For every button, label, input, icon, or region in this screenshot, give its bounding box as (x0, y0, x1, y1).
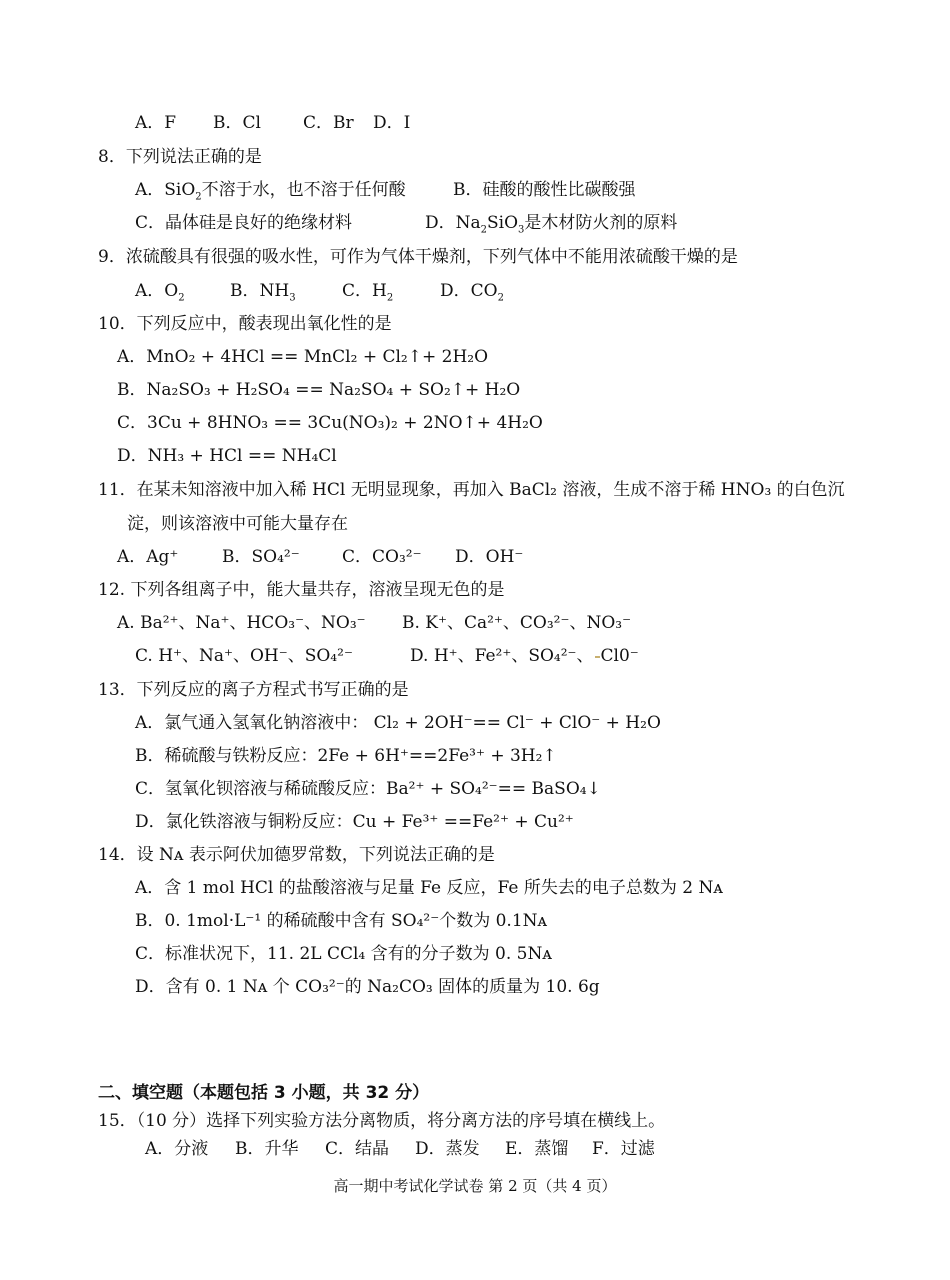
q13-stem: 13．下列反应的离子方程式书写正确的是 (98, 680, 409, 700)
q9-d-sub: 2 (497, 292, 504, 304)
q12-d-post: Cl0⁻ (600, 646, 639, 666)
q9-b-sub: 3 (289, 292, 296, 304)
q8-options-ab (135, 179, 636, 201)
q8-d-mid: SiO (487, 213, 519, 233)
q10-stem: 10．下列反应中，酸表现出氧化性的是 (98, 314, 392, 334)
q15-option-c: C．结晶 (325, 1139, 390, 1159)
q12-option-a: A. Ba²⁺、Na⁺、HCO₃⁻、NO₃⁻ (117, 613, 366, 633)
stray-mark (595, 656, 600, 658)
q10-option-b: B．Na₂SO₃ + H₂SO₄ == Na₂SO₄ + SO₂↑+ H₂O (117, 380, 521, 400)
q8-d-post: 是木材防火剂的原料 (524, 213, 678, 233)
q12-options-cd (135, 645, 639, 667)
q12-stem: 12. 下列各组离子中，能大量共存，溶液呈现无色的是 (98, 580, 505, 600)
page-footer: 高一期中考试化学试卷 第 2 页（共 4 页） (333, 1177, 617, 1195)
q11-stem-line1: 11．在某未知溶液中加入稀 HCl 无明显现象，再加入 BaCl₂ 溶液，生成不溶于稀 HNO₃ 的白色沉 (98, 480, 845, 500)
q11-stem-line2: 淀，则该溶液中可能大量存在 (127, 514, 348, 534)
q7-option-d: D．I (373, 113, 411, 133)
q8-a-pre: A．SiO (135, 180, 196, 200)
section-title: 二、填空题（本题包括 3 小题，共 32 分） (98, 1083, 430, 1103)
q12-option-d (410, 645, 639, 667)
q9-option-c (342, 280, 440, 302)
q12-option-c: C. H⁺、Na⁺、OH⁻、SO₄²⁻ (135, 646, 353, 666)
q8-option-c: C．晶体硅是良好的绝缘材料 (135, 213, 353, 233)
q14-option-c: C．标准状况下，11. 2L CCl₄ 含有的分子数为 0. 5Nᴀ (135, 944, 552, 964)
q15-option-d: D．蒸发 (415, 1139, 480, 1159)
q13-option-d: D．氯化铁溶液与铜粉反应：Cu + Fe³⁺ ==Fe²⁺ + Cu²⁺ (135, 812, 574, 832)
q15-options (145, 1138, 655, 1160)
q13-option-c: C．氢氧化钡溶液与稀硫酸反应：Ba²⁺ + SO₄²⁻== BaSO₄↓ (135, 779, 601, 799)
q11-options (117, 546, 523, 568)
q13-option-a: A．氯气通入氢氧化钠溶液中： Cl₂ + 2OH⁻== Cl⁻ + ClO⁻ + H₂O (135, 713, 661, 733)
q9-b-text: B．NH (230, 281, 290, 301)
q14-stem: 14．设 Nᴀ 表示阿伏加德罗常数，下列说法正确的是 (98, 845, 495, 865)
q9-a-text: A．O (135, 281, 179, 301)
q9-a-sub: 2 (178, 292, 185, 304)
q8-a-post: 不溶于水，也不溶于任何酸 (201, 180, 406, 200)
q11-option-b: B．SO₄²⁻ (222, 547, 300, 567)
q9-c-sub: 2 (386, 292, 394, 304)
q9-d-text: D．CO (440, 281, 498, 301)
q7-options (135, 112, 410, 134)
q10-option-d: D．NH₃ + HCl == NH₄Cl (117, 446, 337, 466)
q14-option-b: B．0. 1mol·L⁻¹ 的稀硫酸中含有 SO₄²⁻个数为 0.1Nᴀ (135, 911, 548, 931)
q11-option-a: A．Ag⁺ (117, 547, 179, 567)
q13-option-b: B．稀硫酸与铁粉反应：2Fe + 6H⁺==2Fe³⁺ + 3H₂↑ (135, 746, 557, 766)
q8-stem: 8．下列说法正确的是 (98, 147, 262, 167)
q11-option-c: C．CO₃²⁻ (342, 547, 422, 567)
q7-option-b: B．Cl (213, 113, 261, 133)
q9-c-text: C．H (342, 281, 387, 301)
q8-option-d (425, 212, 677, 234)
q8-a-sub: 2 (195, 191, 202, 203)
q15-option-b: B．升华 (235, 1139, 299, 1159)
q9-option-b (230, 280, 342, 302)
q9-option-d (440, 280, 504, 302)
q8-d-pre: D．Na (425, 213, 481, 233)
q15-option-e: E．蒸馏 (505, 1139, 569, 1159)
q8-d-sub1: 2 (480, 224, 488, 236)
q14-option-d: D．含有 0. 1 Nᴀ 个 CO₃²⁻的 Na₂CO₃ 固体的质量为 10. 6g (135, 977, 600, 997)
q15-option-f: F．过滤 (592, 1139, 655, 1159)
q15-stem: 15．（10 分）选择下列实验方法分离物质，将分离方法的序号填在横线上。 (98, 1111, 666, 1131)
q11-option-d: D．OH⁻ (455, 547, 524, 567)
q9-stem: 9．浓硫酸具有很强的吸水性，可作为气体干燥剂，下列气体中不能用浓硫酸干燥的是 (98, 247, 738, 267)
q8-d-sub2: 3 (518, 224, 525, 236)
q10-option-c: C．3Cu + 8HNO₃ == 3Cu(NO₃)₂ + 2NO↑+ 4H₂O (117, 413, 543, 433)
q7-option-a: A．F (135, 113, 177, 133)
q8-options-cd (135, 212, 677, 234)
q9-option-a (135, 280, 230, 302)
q7-option-c: C．Br (303, 113, 354, 133)
q15-option-a: A．分液 (145, 1139, 209, 1159)
q12-d-pre: D. H⁺、Fe²⁺、SO₄²⁻、 (410, 646, 594, 666)
q8-option-a (135, 179, 453, 201)
q12-options-ab (117, 612, 631, 634)
q12-option-b: B. K⁺、Ca²⁺、CO₃²⁻、NO₃⁻ (402, 613, 632, 633)
q8-option-b: B．硅酸的酸性比碳酸强 (453, 180, 636, 200)
q9-options (135, 280, 504, 302)
q14-option-a: A．含 1 mol HCl 的盐酸溶液与足量 Fe 反应，Fe 所失去的电子总数为 2 Nᴀ (135, 878, 723, 898)
q10-option-a: A．MnO₂ + 4HCl == MnCl₂ + Cl₂↑+ 2H₂O (117, 347, 489, 367)
